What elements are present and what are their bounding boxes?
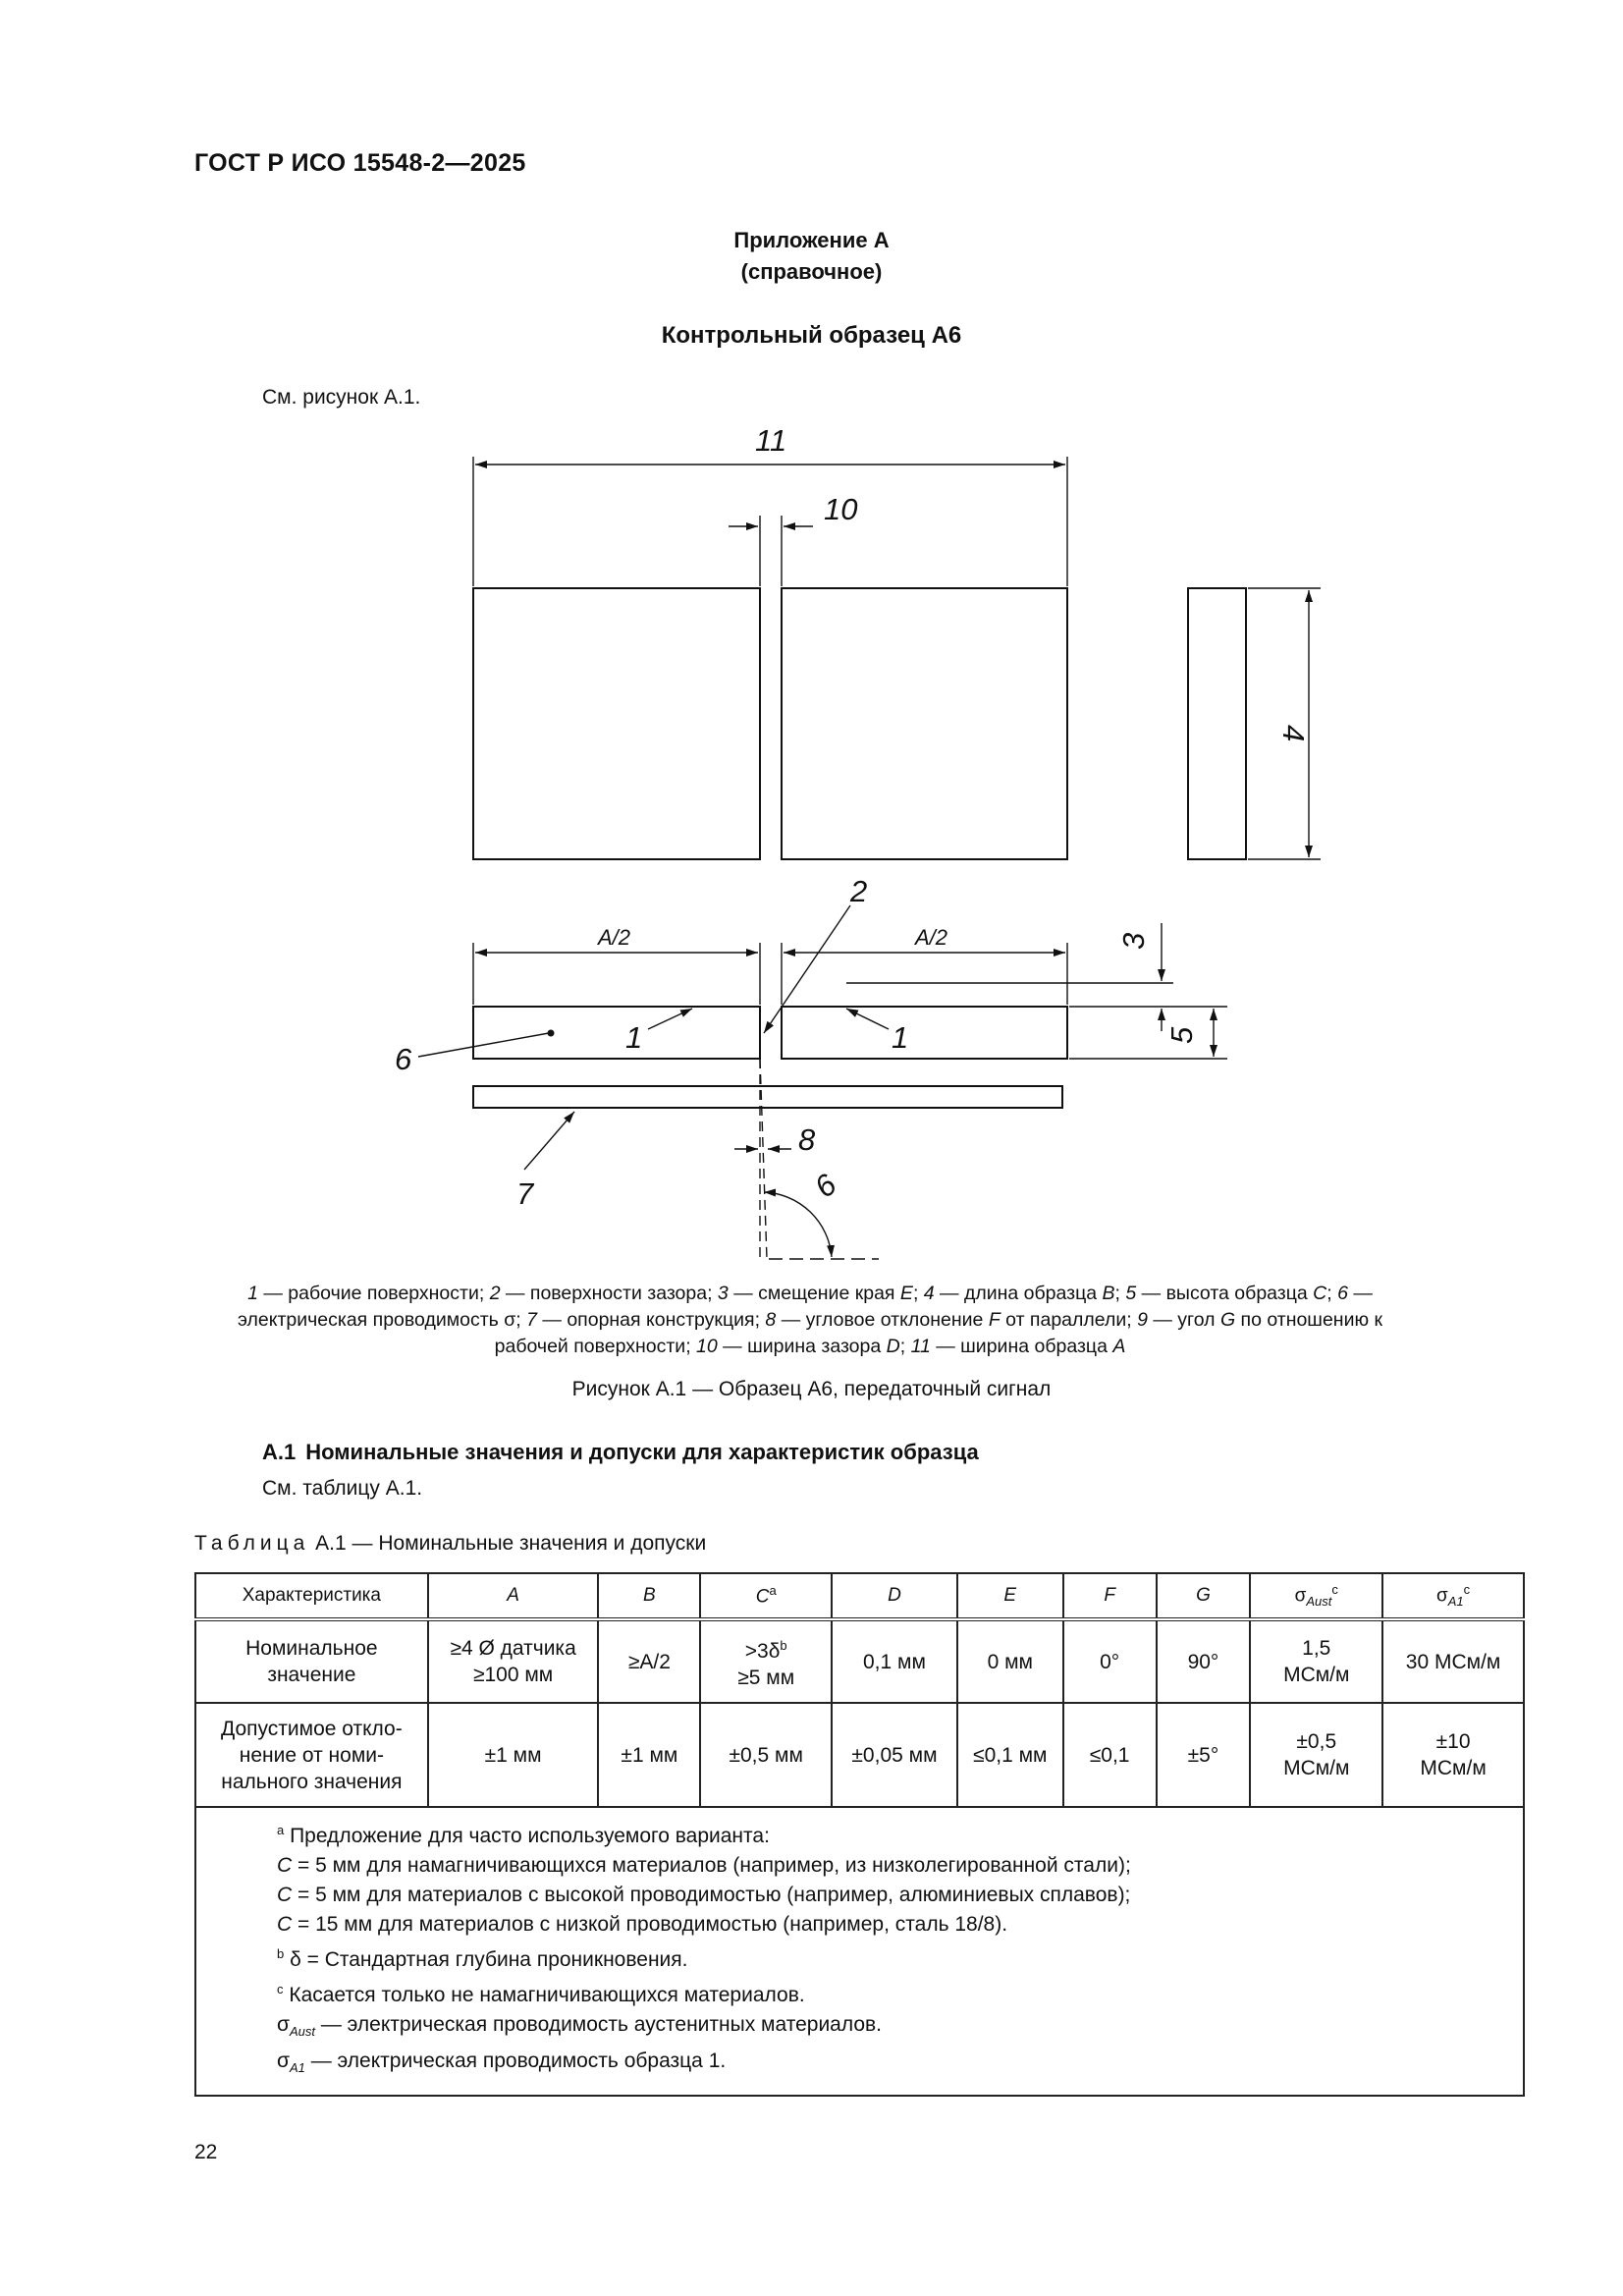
label-5: 5 — [1164, 1026, 1199, 1044]
note-a-line1: C = 5 мм для намагничивающихся материалов (например, из низколегированной стали); — [277, 1854, 1131, 1877]
subsection-number: А.1 — [262, 1440, 297, 1464]
cell-f: 0° — [1063, 1619, 1157, 1703]
header-d: D — [832, 1573, 957, 1619]
header-f: F — [1063, 1573, 1157, 1619]
sample-side-view — [1188, 588, 1246, 859]
table-header-row — [195, 1573, 1524, 1619]
cell-d: 0,1 мм — [832, 1619, 957, 1703]
cell-label: Допустимое откло- нение от номи- нального значения — [195, 1703, 428, 1807]
header-sigma-aust: $\sigma_{Aust}^c$ — [1250, 1573, 1382, 1619]
subsection-title: Номинальные значения и допуски для характеристик образца — [305, 1440, 979, 1464]
table-notes — [195, 1807, 1524, 2096]
table-row-tolerance — [195, 1703, 1524, 1807]
annex-heading: Контрольный образец А6 — [661, 322, 962, 349]
page-number: 22 — [194, 2141, 218, 2163]
cell-sigma-aust: ±0,5 МСм/м — [1250, 1703, 1382, 1807]
annex-type: (справочное) — [740, 259, 883, 284]
note-a: $^a$ Предложение для часто используемого варианта: — [277, 1823, 770, 1847]
figure-caption: Рисунок А.1 — Образец А6, передаточный сигнал — [571, 1378, 1052, 1400]
label-10: 10 — [824, 492, 858, 526]
note-a-line3: C = 15 мм для материалов с низкой проводимостью (например, сталь 18/8). — [277, 1913, 1008, 1936]
cell-g: 90° — [1157, 1619, 1251, 1703]
tolerances-table — [194, 1572, 1525, 2097]
note-c: $^c$ Касается только не намагничивающихся материалов. — [277, 1982, 805, 2006]
cell-label: Номинальное значение — [195, 1619, 428, 1703]
table-row-nominal — [195, 1619, 1524, 1703]
label-11: 11 — [755, 423, 787, 458]
header-e: E — [957, 1573, 1063, 1619]
cell-sigma-a1: ±10 МСм/м — [1382, 1703, 1524, 1807]
cell-c: ±0,5 мм — [700, 1703, 832, 1807]
cell-g: ±5° — [1157, 1703, 1251, 1807]
label-half-a-left: A/2 — [598, 925, 631, 950]
header-g: G — [1157, 1573, 1251, 1619]
document-code: ГОСТ Р ИСО 15548-2—2025 — [194, 149, 526, 177]
header-b: B — [598, 1573, 700, 1619]
note-b: $^b$ δ = Стандартная глубина проникновения. — [277, 1946, 688, 1971]
note-a-line2: C = 5 мм для материалов с высокой проводимостью (например, алюминиевых сплавов); — [277, 1884, 1131, 1906]
label-1-right: 1 — [892, 1020, 909, 1055]
label-half-a-right: A/2 — [915, 925, 948, 950]
note-sigma-aust: $\sigma_{Aust}$ — электрическая проводимость аустенитных материалов. — [277, 2013, 883, 2040]
table-notes-row — [195, 1807, 1524, 2096]
table-title: Таблица А.1 — Номинальные значения и допуски — [194, 1532, 707, 1555]
header-sigma-a1: $\sigma_{A1}^c$ — [1382, 1573, 1524, 1619]
figure-reference-text: См. рисунок А.1. — [262, 386, 421, 409]
sample-block-left-front — [473, 1007, 760, 1059]
label-4: 4 — [1276, 725, 1311, 742]
subsection-heading — [262, 1440, 979, 1465]
header-a: A — [428, 1573, 599, 1619]
cell-b: ±1 мм — [598, 1703, 700, 1807]
cell-e: ≤0,1 мм — [957, 1703, 1063, 1807]
label-3: 3 — [1116, 932, 1151, 950]
sample-block-right-front — [782, 1007, 1067, 1059]
cell-sigma-a1: 30 МСм/м — [1382, 1619, 1524, 1703]
table-reference-text: См. таблицу А.1. — [262, 1477, 423, 1500]
cell-a: ≥4 Ø датчика ≥100 мм — [428, 1619, 599, 1703]
cell-b: ≥A/2 — [598, 1619, 700, 1703]
annex-title: Приложение А — [733, 228, 890, 252]
cell-c: $>3\delta^b$ ≥5 мм — [700, 1619, 832, 1703]
sample-block-right-top — [782, 588, 1067, 859]
header-c: $C^a$ — [700, 1573, 832, 1619]
cell-sigma-aust: 1,5 МСм/м — [1250, 1619, 1382, 1703]
label-2: 2 — [850, 874, 868, 908]
cell-f: ≤0,1 — [1063, 1703, 1157, 1807]
label-8: 8 — [798, 1122, 816, 1157]
label-6: 6 — [395, 1042, 412, 1076]
label-1-left: 1 — [625, 1020, 643, 1055]
cell-e: 0 мм — [957, 1619, 1063, 1703]
label-9: 9 — [808, 1166, 844, 1204]
sample-block-left-top — [473, 588, 760, 859]
cell-a: ±1 мм — [428, 1703, 599, 1807]
header-characteristic: Характеристика — [195, 1573, 428, 1619]
support-plate — [473, 1086, 1062, 1108]
note-sigma-a1: $\sigma_{A1}$ — электрическая проводимость образца 1. — [277, 2050, 727, 2076]
label-7: 7 — [516, 1176, 534, 1211]
cell-d: ±0,05 мм — [832, 1703, 957, 1807]
figure-legend: 1 — рабочие поверхности; 2 — поверхности зазора; 3 — смещение края E; 4 — длина образца B; 5 — высота образца C; 6 — электрическая проводимость σ; 7 — опорная конструкция; 8 — угловое отклонение F от параллели; 9 — угол G по отношению к рабочей поверхности; 10 — ширина зазора D; 11 — ширина образца A — [237, 1283, 1383, 1357]
